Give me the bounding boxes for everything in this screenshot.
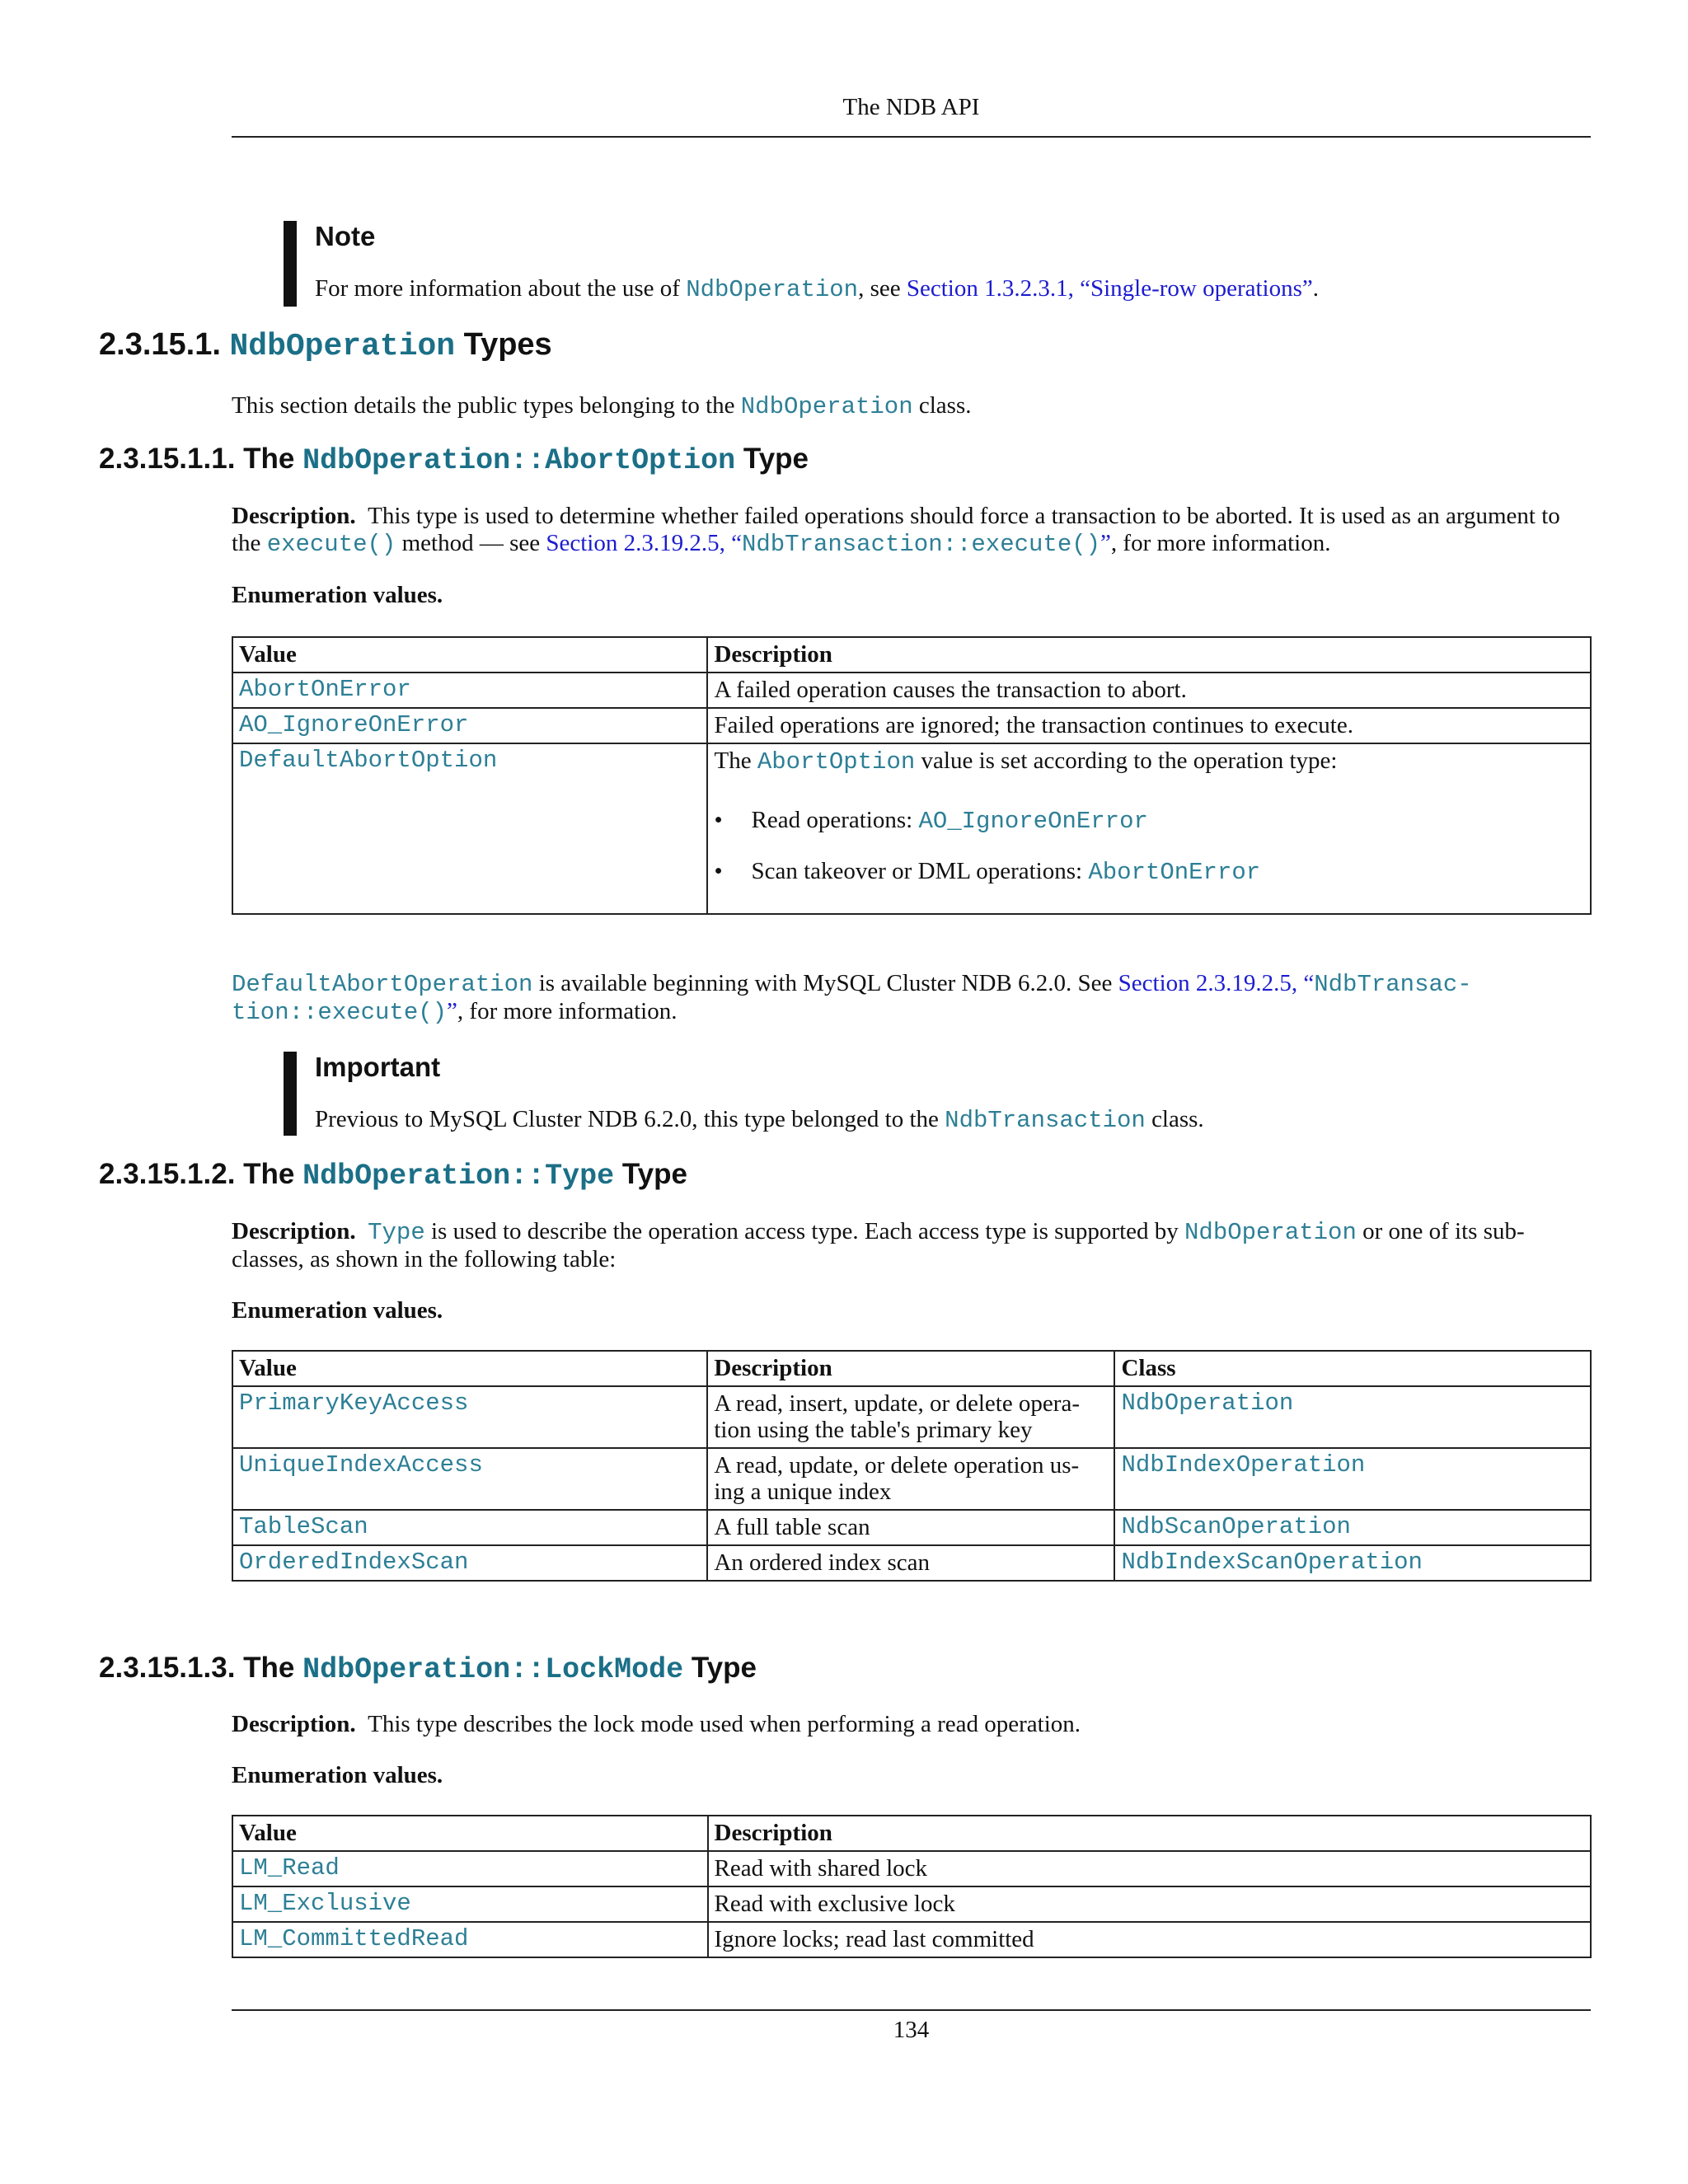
enum-class: NdbScanOperation bbox=[1114, 1510, 1591, 1545]
section-heading-types bbox=[99, 327, 552, 364]
note-text-before: For more information about the use of bbox=[315, 275, 687, 302]
description-label: Description. bbox=[232, 1711, 356, 1737]
link-close: ” bbox=[1100, 530, 1111, 556]
type-description bbox=[232, 1218, 1591, 1273]
note-bar bbox=[284, 221, 297, 307]
important-body bbox=[315, 1106, 1204, 1134]
enum-value: LM_Read bbox=[232, 1851, 708, 1886]
type-enum-label: Enumeration values. bbox=[232, 1297, 443, 1324]
table-row bbox=[232, 708, 1591, 743]
heading-suffix: Type bbox=[683, 1652, 757, 1684]
enum-description: Ignore locks; read last committed bbox=[708, 1922, 1591, 1957]
description-label: Description. bbox=[232, 1218, 356, 1244]
column-header: Description bbox=[707, 637, 1591, 673]
table-row bbox=[232, 1510, 1591, 1545]
description-code: Type bbox=[368, 1219, 425, 1246]
important-text: Previous to MySQL Cluster NDB 6.2.0, this type belonged to the bbox=[315, 1106, 945, 1132]
column-header: Value bbox=[232, 1351, 707, 1386]
table-header-row bbox=[232, 1816, 1591, 1851]
footer-rule bbox=[232, 2009, 1591, 2011]
enum-class: NdbOperation bbox=[1114, 1386, 1591, 1448]
page-number: 134 bbox=[893, 2017, 930, 2043]
enum-value: PrimaryKeyAccess bbox=[232, 1386, 707, 1448]
intro-text-after: class. bbox=[912, 392, 972, 419]
enum-description: A read, update, or delete operation us-ing a unique index bbox=[707, 1448, 1114, 1510]
note-title: Note bbox=[315, 221, 376, 251]
column-header: Description bbox=[707, 1351, 1114, 1386]
abort-option-table bbox=[232, 636, 1592, 915]
important-title: Important bbox=[315, 1052, 441, 1082]
enum-value: OrderedIndexScan bbox=[232, 1545, 707, 1581]
description-label: Description. bbox=[232, 503, 356, 529]
bullet-text: Read operations: bbox=[751, 807, 919, 833]
table-row bbox=[232, 1386, 1591, 1448]
table-row bbox=[232, 1545, 1591, 1581]
note-link[interactable] bbox=[1118, 970, 1472, 996]
enum-value: AbortOnError bbox=[232, 673, 707, 708]
description-code: NdbOperation bbox=[1184, 1219, 1357, 1246]
enum-value: TableScan bbox=[232, 1510, 707, 1545]
abort-option-enum-label: Enumeration values. bbox=[232, 582, 443, 608]
bullet-code: AO_IgnoreOnError bbox=[918, 808, 1148, 835]
note-link-continued[interactable] bbox=[232, 998, 457, 1024]
description-text: method — see bbox=[396, 530, 546, 556]
enum-description: An ordered index scan bbox=[707, 1545, 1114, 1581]
heading-number: 2.3.15.1. bbox=[99, 327, 230, 362]
link-text: Section 2.3.19.2.5, “ bbox=[1118, 970, 1315, 996]
lock-mode-enum-label: Enumeration values. bbox=[232, 1762, 443, 1788]
link-code: tion::execute() bbox=[232, 999, 448, 1026]
intro-code: NdbOperation bbox=[740, 393, 913, 420]
note-link[interactable]: Section 1.3.2.3.1, “Single-row operations” bbox=[906, 275, 1313, 302]
heading-suffix: Type bbox=[614, 1158, 687, 1190]
note-code: NdbOperation bbox=[686, 276, 859, 303]
note-code: DefaultAbortOperation bbox=[232, 971, 533, 998]
table-row bbox=[232, 743, 1591, 914]
enum-value: DefaultAbortOption bbox=[232, 743, 707, 914]
enum-class: NdbIndexScanOperation bbox=[1114, 1545, 1591, 1581]
note-body bbox=[315, 275, 1319, 303]
important-code: NdbTransaction bbox=[945, 1107, 1146, 1134]
section-heading-type bbox=[99, 1158, 687, 1193]
heading-suffix: Types bbox=[455, 327, 552, 362]
note-text-mid: , see bbox=[858, 275, 907, 302]
lock-mode-description bbox=[232, 1711, 1591, 1738]
heading-suffix: Type bbox=[735, 443, 809, 475]
enum-value: AO_IgnoreOnError bbox=[232, 708, 707, 743]
note-admonition bbox=[284, 221, 1569, 307]
table-row bbox=[232, 1851, 1591, 1886]
enum-description: Read with shared lock bbox=[708, 1851, 1591, 1886]
running-header: The NDB API bbox=[842, 94, 980, 120]
enum-description: A full table scan bbox=[707, 1510, 1114, 1545]
heading-code: NdbOperation::Type bbox=[302, 1160, 615, 1193]
header-rule bbox=[232, 136, 1591, 138]
section-heading-abort-option bbox=[99, 443, 809, 477]
heading-number: 2.3.15.1.3. The bbox=[99, 1652, 303, 1684]
description-text: is used to describe the operation access type. Each access type is supported by bbox=[424, 1218, 1185, 1244]
description-text: , for more information. bbox=[1110, 530, 1331, 556]
description-code: execute() bbox=[266, 531, 396, 558]
bullet-text: Scan takeover or DML operations: bbox=[751, 858, 1089, 884]
table-row bbox=[232, 673, 1591, 708]
abort-option-description bbox=[232, 503, 1591, 558]
enum-description: Failed operations are ignored; the transaction continues to execute. bbox=[707, 708, 1591, 743]
enum-class: NdbIndexOperation bbox=[1114, 1448, 1591, 1510]
type-table bbox=[232, 1350, 1592, 1582]
note-text-after: . bbox=[1312, 275, 1319, 302]
note-text: , for more information. bbox=[457, 998, 678, 1024]
desc-text: The bbox=[714, 748, 757, 774]
table-header-row bbox=[232, 637, 1591, 673]
enum-value: LM_Exclusive bbox=[232, 1886, 708, 1922]
link-code: NdbTransac- bbox=[1314, 971, 1472, 998]
column-header: Class bbox=[1114, 1351, 1591, 1386]
important-bar bbox=[284, 1052, 297, 1136]
intro-text: This section details the public types belonging to the bbox=[232, 392, 741, 419]
table-row bbox=[232, 1886, 1591, 1922]
table-row bbox=[232, 1448, 1591, 1510]
enum-value: UniqueIndexAccess bbox=[232, 1448, 707, 1510]
heading-code: NdbOperation::LockMode bbox=[302, 1653, 684, 1686]
table-header-row bbox=[232, 1351, 1591, 1386]
column-header: Value bbox=[232, 637, 707, 673]
list-item bbox=[714, 858, 1584, 886]
enum-description: A failed operation causes the transaction to abort. bbox=[707, 673, 1591, 708]
important-admonition bbox=[284, 1052, 1569, 1136]
column-header: Value bbox=[232, 1816, 708, 1851]
description-text: This type is used to determine whether failed operations should force a transaction to be aborted. It is used as an argument to the bbox=[232, 503, 1560, 556]
enum-description bbox=[707, 743, 1591, 914]
abort-option-note bbox=[232, 970, 1591, 1026]
important-text: class. bbox=[1145, 1106, 1204, 1132]
link-text: Section 2.3.19.2.5, “ bbox=[546, 530, 742, 556]
note-text: is available beginning with MySQL Cluster NDB 6.2.0. See bbox=[532, 970, 1118, 996]
section-heading-lock-mode bbox=[99, 1652, 757, 1686]
description-text: This type describes the lock mode used when performing a read operation. bbox=[368, 1711, 1081, 1737]
bullet-list bbox=[714, 807, 1584, 886]
enum-description: Read with exclusive lock bbox=[708, 1886, 1591, 1922]
description-link[interactable] bbox=[546, 530, 1111, 556]
enum-value: LM_CommittedRead bbox=[232, 1922, 708, 1957]
lock-mode-table bbox=[232, 1815, 1592, 1958]
heading-code: NdbOperation bbox=[229, 329, 456, 364]
link-code: NdbTransaction::execute() bbox=[741, 531, 1101, 558]
column-header: Description bbox=[708, 1816, 1591, 1851]
bullet-code: AbortOnError bbox=[1088, 859, 1261, 886]
types-intro bbox=[232, 392, 1591, 420]
desc-code: AbortOption bbox=[757, 748, 916, 776]
list-item bbox=[714, 807, 1584, 835]
heading-code: NdbOperation::AbortOption bbox=[302, 444, 736, 477]
desc-text: value is set according to the operation type: bbox=[915, 748, 1338, 774]
description-text: or one of its sub-classes, as shown in the following table: bbox=[232, 1218, 1525, 1272]
link-close: ” bbox=[447, 998, 457, 1024]
enum-description: A read, insert, update, or delete opera-tion using the table's primary key bbox=[707, 1386, 1114, 1448]
heading-number: 2.3.15.1.2. The bbox=[99, 1158, 303, 1190]
table-row bbox=[232, 1922, 1591, 1957]
heading-number: 2.3.15.1.1. The bbox=[99, 443, 303, 475]
